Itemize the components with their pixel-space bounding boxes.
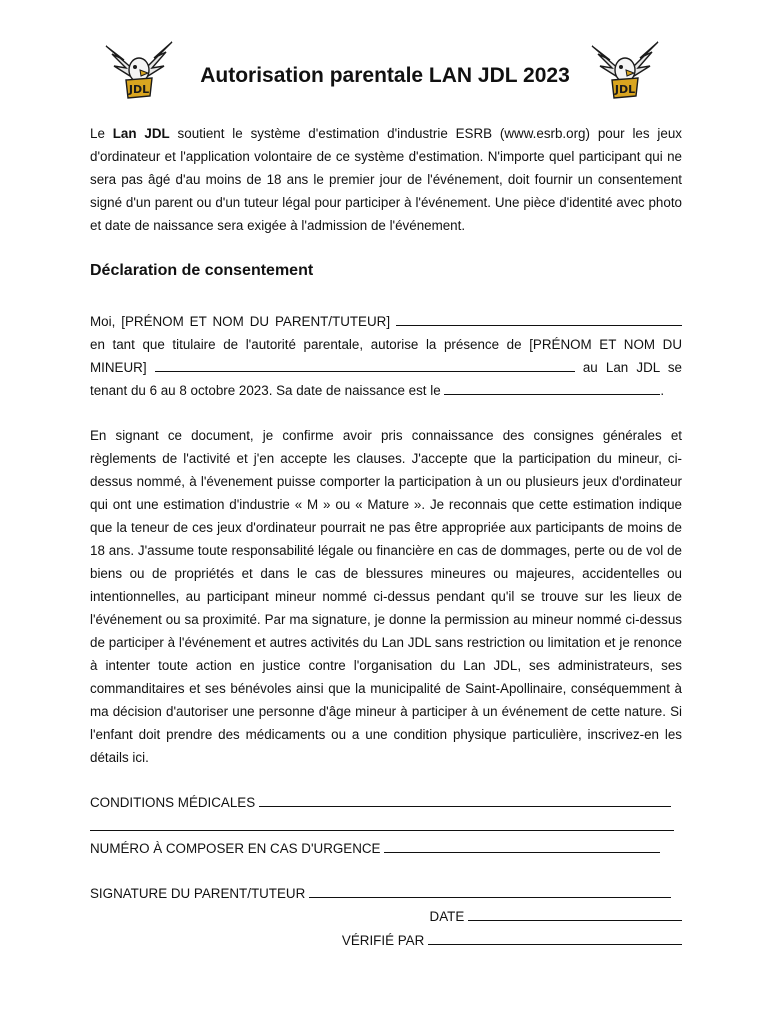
medical-conditions-label: CONDITIONS MÉDICALES xyxy=(90,795,259,810)
verified-by-field xyxy=(90,930,682,951)
terms-paragraph: En signant ce document, je confirme avoir pris connaissance des consignes générales et règlements de l'activité et j'en accepte les clauses. J'accepte que la participation du mineur, ci-dessus nommé, à l'évenement puisse comporter la participation à un ou plusieurs jeux d'ordinateur qui ont une estimation d'industrie « M » ou « Mature ». Je reconnais que cette estimation indique que la teneur de ces jeux d'ordinateur pourrait ne pas être appropriée aux participants de moins de 18 ans. J'assume toute responsabilité légale ou financière en cas de dommages, perte ou de vol de biens ou de propriétés et dans le cas de blessures mineures ou majeures, accidentelles ou intentionnelles, au participant mineur nommé ci-dessus pendant qu'il se trouve sur les lieux de l'événement ou sa proximité. Par ma signature, je donne la permission au mineur nommé ci-dessus de participer à l'événement et autres activités du Lan JDL sans restriction ou limitation et je renonce à intenter toute action en justice contre l'organisation du Lan JDL, ses administrateurs, ses commanditaires et ses bénévoles ainsi que la municipalité de Saint-Apollinaire, conséquemment à ma décision d'autoriser une personne d'âge mineur à participer à un événement de cette nature. Si l'enfant doit prendre des médicaments ou a une condition physique particulière, inscrivez-en les détails ici. xyxy=(90,428,682,765)
signature-label: SIGNATURE DU PARENT/TUTEUR xyxy=(90,886,309,901)
intro-org-name: Lan JDL xyxy=(112,126,170,141)
intro-text: soutient le système d'estimation d'industrie ESRB (www.esrb.org) pour les jeux d'ordinateur et l'application volontaire de ce système d'estimation. N'importe quel participant qui ne sera pas âgé d'au moins de 18 ans le premier jour de l'événement, doit fournir un consentement signé d'un parent ou d'un tuteur légal pour participer à l'événement. Une pièce d'identité avec photo et date de naissance sera exigée à l'admission de l'événement. xyxy=(90,126,682,233)
signature-blank[interactable] xyxy=(309,883,671,898)
svg-text:JDL: JDL xyxy=(614,83,636,96)
date-blank[interactable] xyxy=(468,906,682,921)
medical-conditions-extra-blank[interactable] xyxy=(90,816,674,831)
minor-name-blank[interactable] xyxy=(155,357,575,372)
emergency-number-blank[interactable] xyxy=(384,838,660,853)
medical-conditions-blank[interactable] xyxy=(259,792,671,807)
minor-name-label: en tant que titulaire de l'autorité parentale, autorise la présence de [PRÉNOM ET NOM DU MINEUR] xyxy=(90,337,682,375)
verified-by-blank[interactable] xyxy=(428,930,682,945)
parent-name-blank[interactable] xyxy=(396,311,682,326)
consent-declaration xyxy=(90,310,682,402)
emergency-number-field xyxy=(90,838,682,859)
signature-field xyxy=(90,883,682,904)
consent-heading: Déclaration de consentement xyxy=(90,262,314,279)
date-label: DATE xyxy=(429,909,468,924)
svg-text:JDL: JDL xyxy=(128,83,150,96)
date-field xyxy=(90,906,682,927)
document-title: Autorisation parentale LAN JDL 2023 xyxy=(200,64,570,87)
intro-prefix: Le xyxy=(90,126,113,141)
birthdate-blank[interactable] xyxy=(444,380,660,395)
emergency-number-label: NUMÉRO À COMPOSER EN CAS D'URGENCE xyxy=(90,841,385,856)
intro-paragraph xyxy=(90,122,682,237)
event-dates-text: au Lan JDL se tenant du 6 au 8 octobre 2023. Sa date de naissance est le xyxy=(90,360,683,398)
medical-conditions-extra-field xyxy=(90,816,682,837)
declaration-end: . xyxy=(660,383,665,398)
medical-conditions-field xyxy=(90,792,682,813)
verified-by-label: VÉRIFIÉ PAR xyxy=(341,933,428,948)
parent-name-label: Moi, [PRÉNOM ET NOM DU PARENT/TUTEUR] xyxy=(90,314,396,329)
